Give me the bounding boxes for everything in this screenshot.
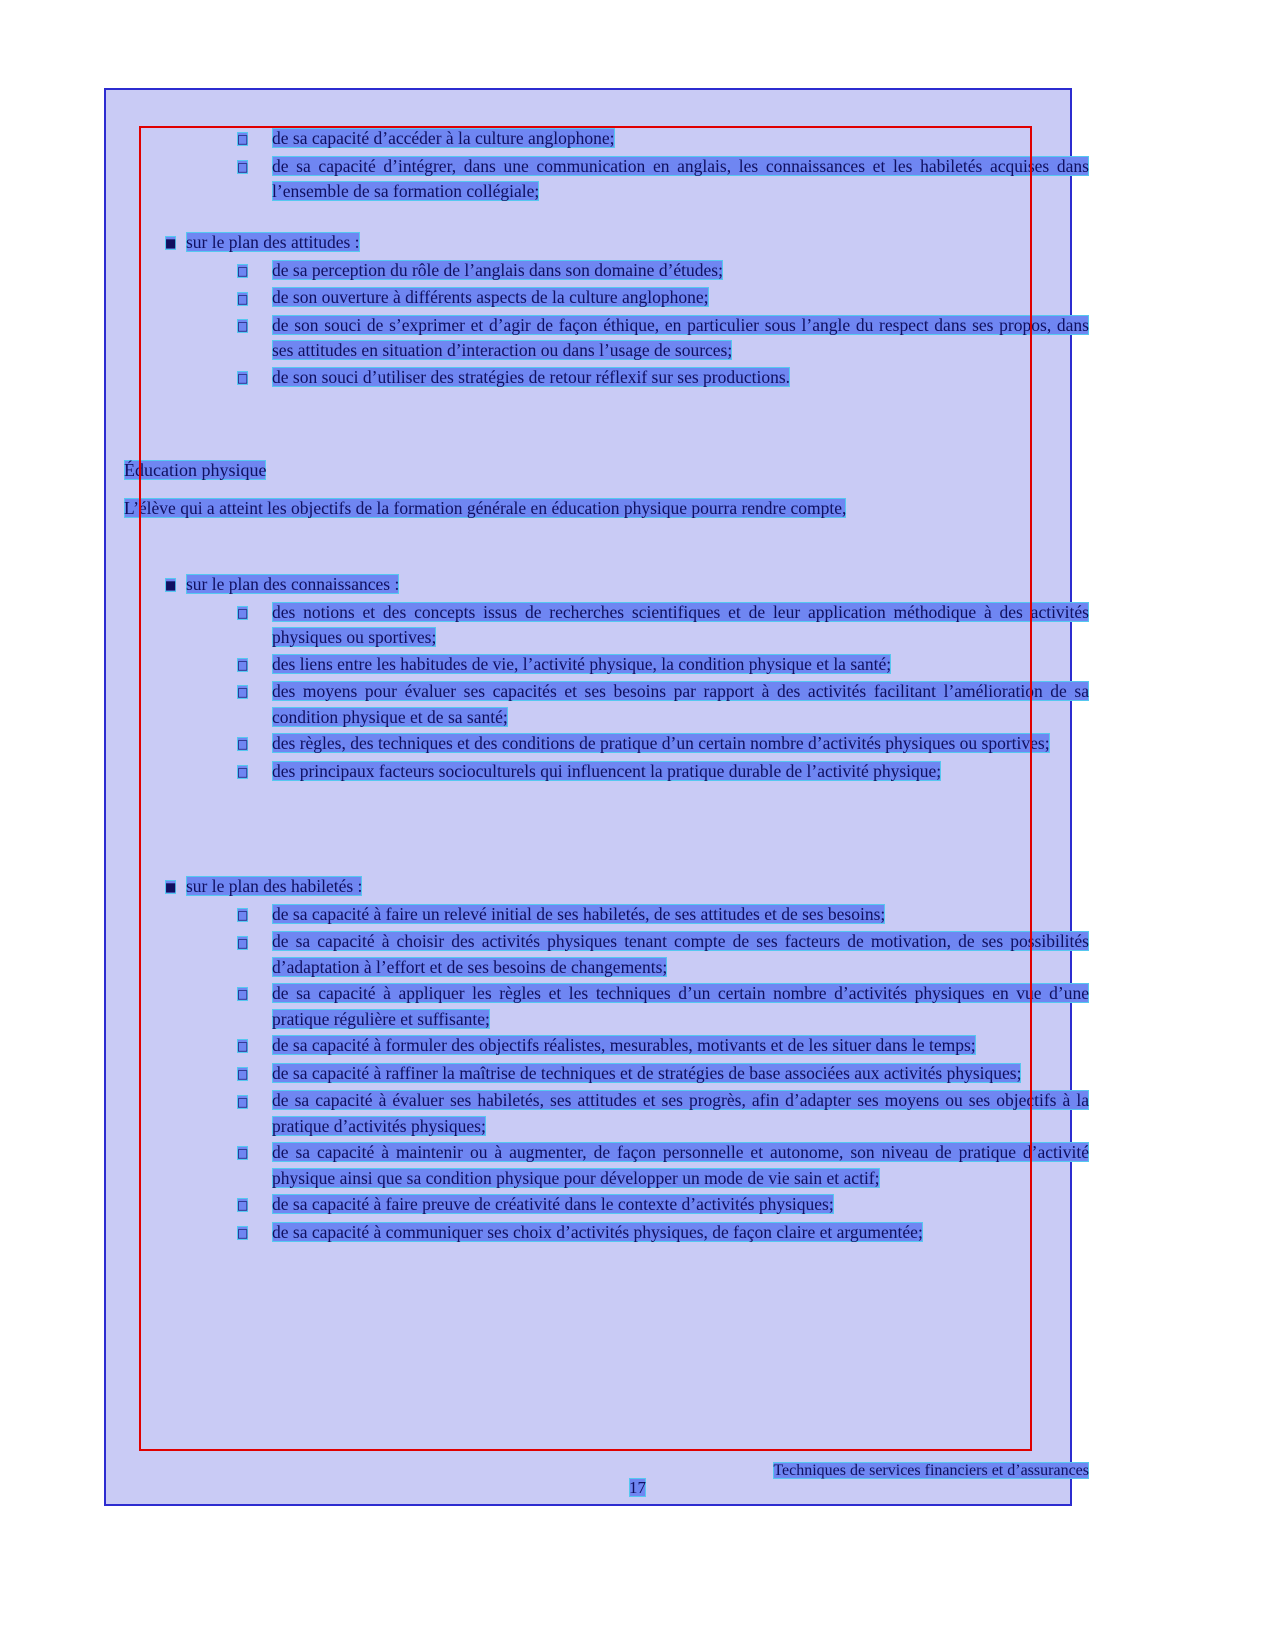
list-item-text: des notions et des concepts issus de recherches scientifiques et de leur application méthodique à des activités physiques ou sportives; (272, 601, 1089, 648)
list-item (124, 902, 1089, 929)
bullet-square-icon: □ (237, 1066, 249, 1081)
bullet-square-icon: □ (237, 371, 249, 386)
list-item (124, 126, 1089, 153)
bullet-square-icon: □ (237, 1039, 249, 1054)
bullet-square-icon: □ (237, 907, 249, 922)
subsection-heading (124, 572, 1089, 599)
list-item-text: des règles, des techniques et des conditions de pratique d’un certain nombre d’activités physiques ou sportives; (272, 733, 1050, 753)
document-content (124, 126, 1089, 1479)
list-item (124, 285, 1089, 312)
list-item-text: des moyens pour évaluer ses capacités et ses besoins par rapport à des activités facilitant l’amélioration de sa condition physique et de sa santé; (272, 681, 1089, 727)
list-item-text: de son souci de s’exprimer et d’agir de façon éthique, en particulier sous l’angle du respect dans ses propos, dans ses attitudes en situation d’interaction ou dans l’usage de sources; (272, 315, 1089, 361)
bullet-filled-icon: ■ (165, 880, 177, 895)
list-item-text: de sa capacité à raffiner la maîtrise de techniques et de stratégies de base associées aux activités physiques; (272, 1062, 1022, 1083)
page-number: 17 (629, 1478, 646, 1497)
bullet-square-icon: □ (237, 159, 249, 174)
footer-program-name: Techniques de services financiers et d’assurances (773, 1462, 1089, 1479)
list-item (124, 759, 1089, 786)
list-item-text: de sa capacité à faire preuve de créativité dans le contexte d’activités physiques; (272, 1194, 834, 1214)
list-item-text: de sa perception du rôle de l’anglais dans son domaine d’études; (272, 259, 723, 280)
subsection-label: sur le plan des habiletés : (186, 876, 363, 896)
bullet-square-icon: □ (237, 685, 249, 700)
list-item-text: de sa capacité à choisir des activités physiques tenant compte de ses facteurs de motivation, de ses possibilités d’adaptation à l’effort et de ses besoins de changements; (272, 931, 1089, 977)
bullet-square-icon: □ (237, 1146, 249, 1161)
list-item (124, 652, 1089, 679)
list-item (124, 600, 1089, 651)
list-item-text: de sa capacité d’accéder à la culture anglophone; (272, 128, 615, 148)
section-intro-paragraph: L’élève qui a atteint les objectifs de la formation générale en éducation physique pourra rendre compte, (124, 498, 847, 518)
list-item-text: de son ouverture à différents aspects de la culture anglophone; (272, 287, 709, 308)
list-item-text: de sa capacité à maintenir ou à augmenter, de façon personnelle et autonome, son niveau de pratique d’activité physique ainsi que sa condition physique pour développer un mode de vie sain et actif; (272, 1142, 1089, 1188)
list-item-text: de sa capacité à faire un relevé initial de ses habiletés, de ses attitudes et de ses besoins; (272, 903, 886, 924)
list-item-text: de sa capacité à appliquer les règles et les techniques d’un certain nombre d’activités physiques en vue d’une pratique régulière et suffisante; (272, 983, 1089, 1029)
bullet-square-icon: □ (237, 987, 249, 1002)
bullet-square-icon: □ (237, 291, 249, 306)
bullet-filled-icon: ■ (165, 578, 177, 593)
bullet-square-icon: □ (237, 605, 249, 620)
bullet-square-icon: □ (237, 935, 249, 950)
list-item (124, 929, 1089, 980)
list-item (124, 365, 1089, 392)
subsection-heading (124, 230, 1089, 257)
section-heading-education-physique: Éducation physique (124, 460, 267, 480)
list-item-text: de sa capacité à formuler des objectifs réalistes, mesurables, motivants et de les situer dans le temps; (272, 1035, 976, 1055)
list-item (124, 731, 1089, 758)
subsection-habiletes (124, 874, 1089, 1246)
list-item (124, 313, 1089, 364)
list-item (124, 1033, 1089, 1060)
list-item (124, 1061, 1089, 1088)
list-item (124, 1140, 1089, 1191)
list-item-text: des principaux facteurs socioculturels qui influencent la pratique durable de l’activité physique; (272, 760, 942, 781)
list-item (124, 1088, 1089, 1139)
bullet-filled-icon: ■ (165, 236, 177, 251)
bullet-square-icon: □ (237, 737, 249, 752)
bullet-square-icon: □ (237, 1198, 249, 1213)
bullet-square-icon: □ (237, 764, 249, 779)
bullet-square-icon: □ (237, 1225, 249, 1240)
list-item (124, 154, 1089, 205)
list-item (124, 1192, 1089, 1219)
list-item-text: de sa capacité à communiquer ses choix d’activités physiques, de façon claire et argumentée; (272, 1221, 923, 1242)
list-anglais-habiletes (124, 126, 1089, 205)
list-item (124, 981, 1089, 1032)
bullet-square-icon: □ (237, 132, 249, 147)
bullet-square-icon: □ (237, 263, 249, 278)
subsection-heading (124, 874, 1089, 901)
subsection-label: sur le plan des attitudes : (186, 232, 360, 252)
list-item (124, 258, 1089, 285)
list-item (124, 679, 1089, 730)
subsection-label: sur le plan des connaissances : (186, 574, 400, 594)
list-item-text: de son souci d’utiliser des stratégies de retour réflexif sur ses productions. (272, 366, 791, 387)
bullet-square-icon: □ (237, 1094, 249, 1109)
subsection-connaissances (124, 572, 1089, 785)
list-item-text: de sa capacité à évaluer ses habiletés, ses attitudes et ses progrès, afin d’adapter ses moyens ou ses objectifs à la pratique d’activités physiques; (272, 1090, 1089, 1136)
bullet-square-icon: □ (237, 657, 249, 672)
subsection-attitudes (124, 230, 1089, 392)
list-item-text: de sa capacité d’intégrer, dans une communication en anglais, les connaissances et les habiletés acquises dans l’ensemble de sa formation collégiale; (272, 155, 1089, 202)
bullet-square-icon: □ (237, 319, 249, 334)
list-item (124, 1220, 1089, 1247)
list-item-text: des liens entre les habitudes de vie, l’activité physique, la condition physique et la santé; (272, 653, 892, 674)
